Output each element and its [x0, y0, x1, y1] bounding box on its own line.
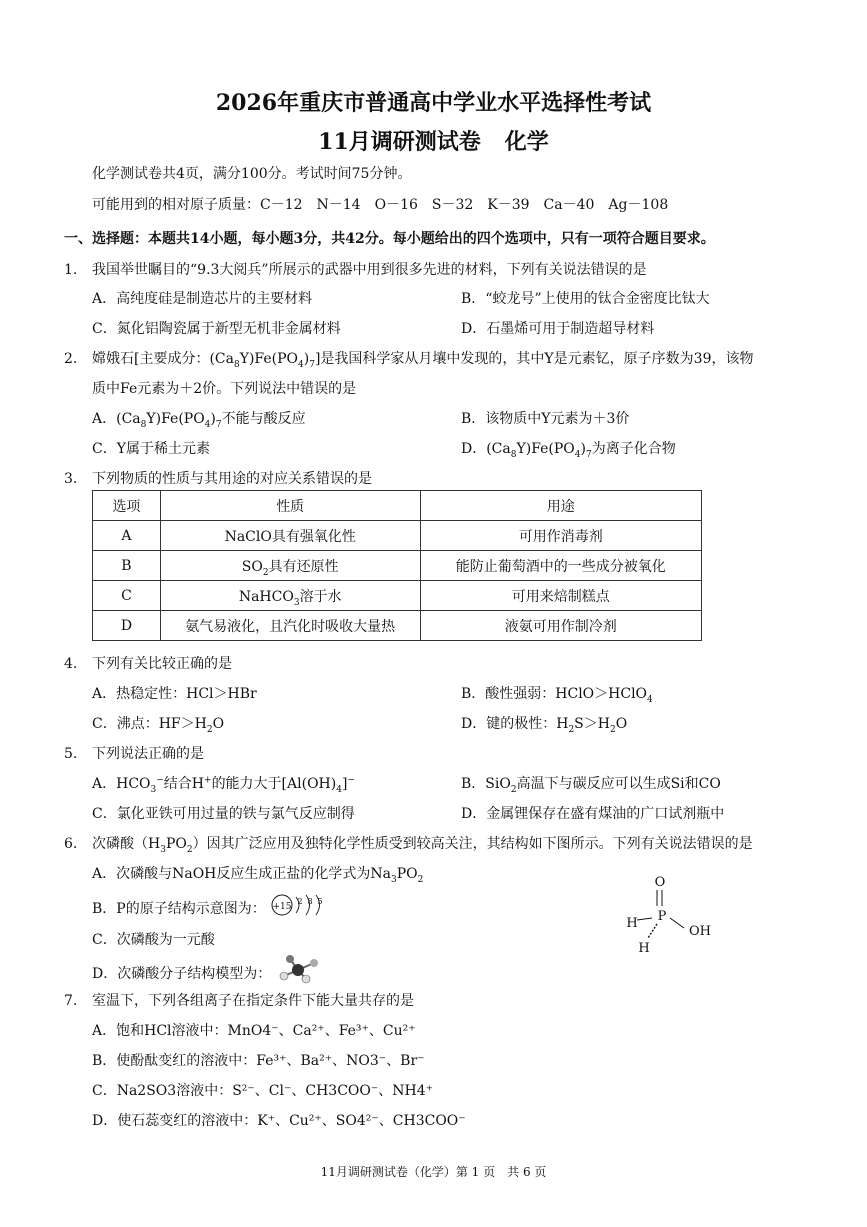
page-footer: 11月调研测试卷（化学）第 1 页 共 6 页	[320, 1165, 547, 1179]
question-number: 5.	[64, 746, 78, 762]
option-d: D．次磷酸分子结构模型为：	[92, 964, 322, 984]
table-header: 选项	[93, 491, 161, 521]
atom-structure-diagram	[270, 892, 334, 918]
table-header: 用途	[420, 491, 702, 521]
question-number: 1.	[64, 262, 78, 278]
option-b: B．使酚酞变红的溶液中：Fe³⁺、Ba²⁺、NO3⁻、Br⁻	[92, 1053, 425, 1069]
question-stem: 嫦娥石[主要成分：$(Ca_8Y)Fe(PO_4)_7$]是我国科学家从月壤中发现的，其中Y是元素钇，原子序数为39，该物	[92, 351, 754, 370]
table-cell-property: NaHCO$_3$溶于水	[160, 581, 420, 611]
question-number: 2.	[64, 351, 78, 367]
table-cell-option: C	[93, 581, 161, 611]
table-row	[93, 611, 702, 641]
table-cell-option: D	[93, 611, 161, 641]
section-heading: 一、选择题：本题共14小题，每小题3分，共42分。每小题给出的四个选项中，只有一项符合题目要求。	[64, 231, 715, 247]
option-c: C．Y属于稀土元素	[92, 441, 210, 457]
struct-atom-h: H	[638, 941, 650, 956]
option-d: D．石墨烯可用于制造超导材料	[461, 321, 655, 337]
exam-title: 2026年重庆市普通高中学业水平选择性考试	[215, 90, 652, 116]
question-stem: 室温下，下列各组离子在指定条件下能大量共存的是	[92, 993, 414, 1009]
atom-shell-label: 2	[297, 897, 303, 906]
table-cell-property: NaClO具有强氧化性	[160, 521, 420, 551]
option-d: D．键的极性：$H_2S>H_2O$	[461, 716, 628, 735]
option-c: C．氯化亚铁可用过量的铁与氯气反应制得	[92, 806, 355, 822]
table-cell-property: $SO_2$具有还原性	[160, 551, 420, 581]
atom-shell-label: 5	[317, 897, 323, 906]
intro-line-1: 化学测试卷共4页，满分100分。考试时间75分钟。	[92, 166, 412, 182]
table-row	[93, 521, 702, 551]
atom-nucleus-label: +15	[272, 902, 292, 912]
intro-line-2: 可能用到的相对原子质量：C－12 N－14 O－16 S－32 K－39 Ca－40 Ag－108	[92, 197, 669, 213]
table-cell-property: 氨气易液化，且汽化时吸收大量热	[160, 611, 420, 641]
question-stem: 我国举世瞩目的“9.3大阅兵”所展示的武器中用到很多先进的材料，下列有关说法错误的是	[92, 262, 647, 278]
question-number: 7.	[64, 993, 78, 1009]
question-stem-cont: 质中Fe元素为＋2价。下列说法中错误的是	[92, 381, 357, 397]
question-stem: 下列物质的性质与其用途的对应关系错误的是	[92, 471, 372, 487]
atom-shell-label: 8	[307, 897, 313, 906]
option-c: C．氮化铝陶瓷属于新型无机非金属材料	[92, 321, 341, 337]
struct-atom-p: P	[657, 909, 667, 924]
ball-stick-model-icon	[276, 954, 322, 984]
question-number: 4.	[64, 656, 78, 672]
question-number: 3.	[64, 471, 78, 487]
table-cell-use: 可用来焙制糕点	[420, 581, 702, 611]
question-number: 6.	[64, 836, 78, 852]
table-cell-use: 液氨可用作制冷剂	[420, 611, 702, 641]
option-c: C．Na2SO3溶液中：S²⁻、Cl⁻、CH3COO⁻、NH4⁺	[92, 1083, 434, 1099]
option-d: D．使石蕊变红的溶液中：K⁺、Cu²⁺、SO4²⁻、CH3COO⁻	[92, 1113, 466, 1129]
option-c: C．次磷酸为一元酸	[92, 932, 215, 948]
table-cell-option: B	[93, 551, 161, 581]
table-cell-option: A	[93, 521, 161, 551]
table-row	[93, 551, 702, 581]
question-stem: 次磷酸$(H_3PO_2)$因其广泛应用及独特化学性质受到较高关注，其结构如下图所示。下列有关说法错误的是	[92, 836, 753, 855]
question-stem: 下列说法正确的是	[92, 746, 204, 762]
option-b: B．酸性强弱：HClO＞HClO$_4$	[461, 686, 653, 705]
option-a: A．饱和HCl溶液中：MnO4⁻、Ca²⁺、Fe³⁺、Cu²⁺	[92, 1023, 416, 1039]
struct-atom-h: H	[626, 916, 638, 931]
option-b: B．该物质中Y元素为＋3价	[461, 411, 630, 427]
table-row	[93, 581, 702, 611]
struct-atom-o: O	[654, 875, 666, 890]
option-b: B．P的原子结构示意图为： +15 2 8 5	[92, 900, 334, 918]
subtitle-right: 化学	[504, 129, 549, 155]
table-cell-use: 可用作消毒剂	[420, 521, 702, 551]
option-a: A．次磷酸与NaOH反应生成正盐的化学式为$Na_3PO_2$	[92, 866, 424, 885]
exam-subtitle	[0, 131, 867, 153]
table-cell-use: 能防止葡萄酒中的一些成分被氧化	[420, 551, 702, 581]
option-d: D．金属锂保存在盛有煤油的广口试剂瓶中	[461, 806, 725, 822]
option-a: A．$HCO_3^-$结合H+的能力大于$[Al(OH)_4]^-$	[92, 775, 355, 795]
table-header: 性质	[160, 491, 420, 521]
option-b: B．“蛟龙号”上使用的钛合金密度比钛大	[461, 291, 710, 307]
struct-group-oh: OH	[689, 924, 711, 939]
option-a: A．$(Ca_8Y)Fe(PO_4)_7$不能与酸反应	[92, 411, 306, 430]
property-table	[92, 490, 702, 641]
subtitle-left: 11月调研测试卷	[318, 129, 481, 155]
option-a: A．高纯度硅是制造芯片的主要材料	[92, 291, 313, 307]
option-d: D．$(Ca_8Y)Fe(PO_4)_7$为离子化合物	[461, 441, 676, 460]
option-a: A．热稳定性：HCl＞HBr	[92, 686, 257, 702]
option-c: C．沸点：$HF>H_2O$	[92, 716, 225, 735]
hypophosphorous-acid-structure	[620, 872, 720, 962]
option-b: B．SiO$_2$高温下与碳反应可以生成Si和CO	[461, 776, 721, 795]
question-stem: 下列有关比较正确的是	[92, 656, 232, 672]
table-header-row	[93, 491, 702, 521]
